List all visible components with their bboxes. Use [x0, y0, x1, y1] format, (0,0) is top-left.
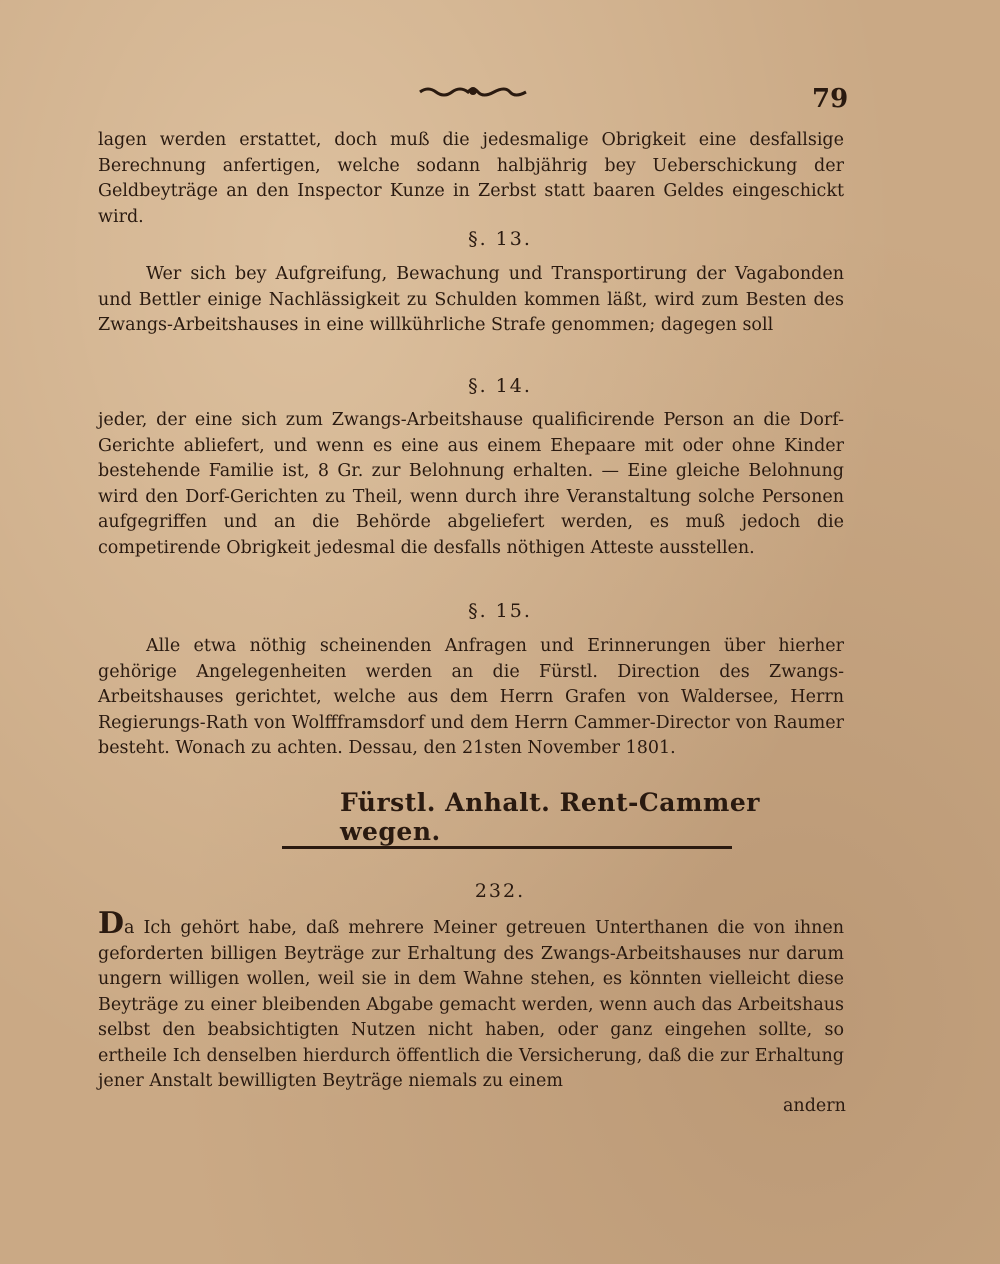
section-15-heading: §. 15.	[468, 600, 532, 622]
section-15-text: Alle etwa nöthig scheinenden Anfragen und Erinnerungen über hierher gehörige Angelegenheiten werden an die Fürstl. Direction des Zwangs-Arbeitshauses gerichtet, welche aus dem Herrn Grafen von Waldersee, Herrn Regierungs-Rath von Wolffframsdorf und dem Herrn Cammer-Director von Raumer besteht. Wonach zu achten. Dessau, den 21sten November 1801.	[98, 636, 844, 758]
section-14-heading: §. 14.	[468, 375, 532, 397]
catchword: andern	[783, 1096, 846, 1116]
signature-line: Fürstl. Anhalt. Rent-Cammer wegen.	[340, 788, 760, 846]
page-number: 79	[812, 84, 849, 114]
section-14-text: jeder, der eine sich zum Zwangs-Arbeitshause qualificirende Person an die Dorf-Gerichte abliefert, und wenn es eine aus einem Ehepaare mit oder ohne Kinder bestehende Familie ist, 8 Gr. zur Belohnung erhalten. — Eine gleiche Belohnung wird den Dorf-Gerichten zu Theil, wenn durch ihre Veranstaltung solche Personen aufgegriffen und an die Behörde abgeliefert werden, es muß jedoch die competirende Obrigkeit jedesmal die desfalls nöthigen Atteste ausstellen.	[98, 410, 844, 558]
intro-paragraph: lagen werden erstattet, doch muß die jedesmalige Obrigkeit eine desfallsige Berechnung anfertigen, welche sodann halbjährig bey Ueberschickung der Geldbeyträge an den Inspector Kunze in Zerbst statt baaren Geldes eingeschickt wird.	[98, 130, 844, 227]
section-13-text: Wer sich bey Aufgreifung, Bewachung und Transportirung der Vagabonden und Bettler einige Nachlässigkeit zu Schulden kommen läßt, wird zum Besten des Zwangs-Arbeitshauses in eine willkührliche Strafe genommen; dagegen soll	[98, 264, 844, 335]
drop-cap: D	[98, 906, 125, 941]
section-13-heading: §. 13.	[468, 228, 532, 250]
document-number: 232.	[474, 880, 526, 902]
document-text	[98, 906, 844, 1095]
document-body: a Ich gehört habe, daß mehrere Meiner getreuen Unterthanen die von ihnen geforderten billigen Beyträge zur Erhaltung des Zwangs-Arbeitshauses nur darum ungern willigen wollen, weil sie in dem Wahne stehen, es könnten vielleicht diese Beyträge zu einer bleibenden Abgabe gemacht werden, wenn auch das Arbeitshaus selbst den beabsichtigten Nutzen nicht haben, oder ganz eingehen sollte, so ertheile Ich denselben hierdurch öffentlich die Versicherung, daß die zur Erhaltung jener Anstalt bewilligten Beyträge niemals zu einem	[98, 918, 844, 1091]
header-ornament-icon	[418, 84, 528, 98]
section-divider	[282, 846, 732, 849]
